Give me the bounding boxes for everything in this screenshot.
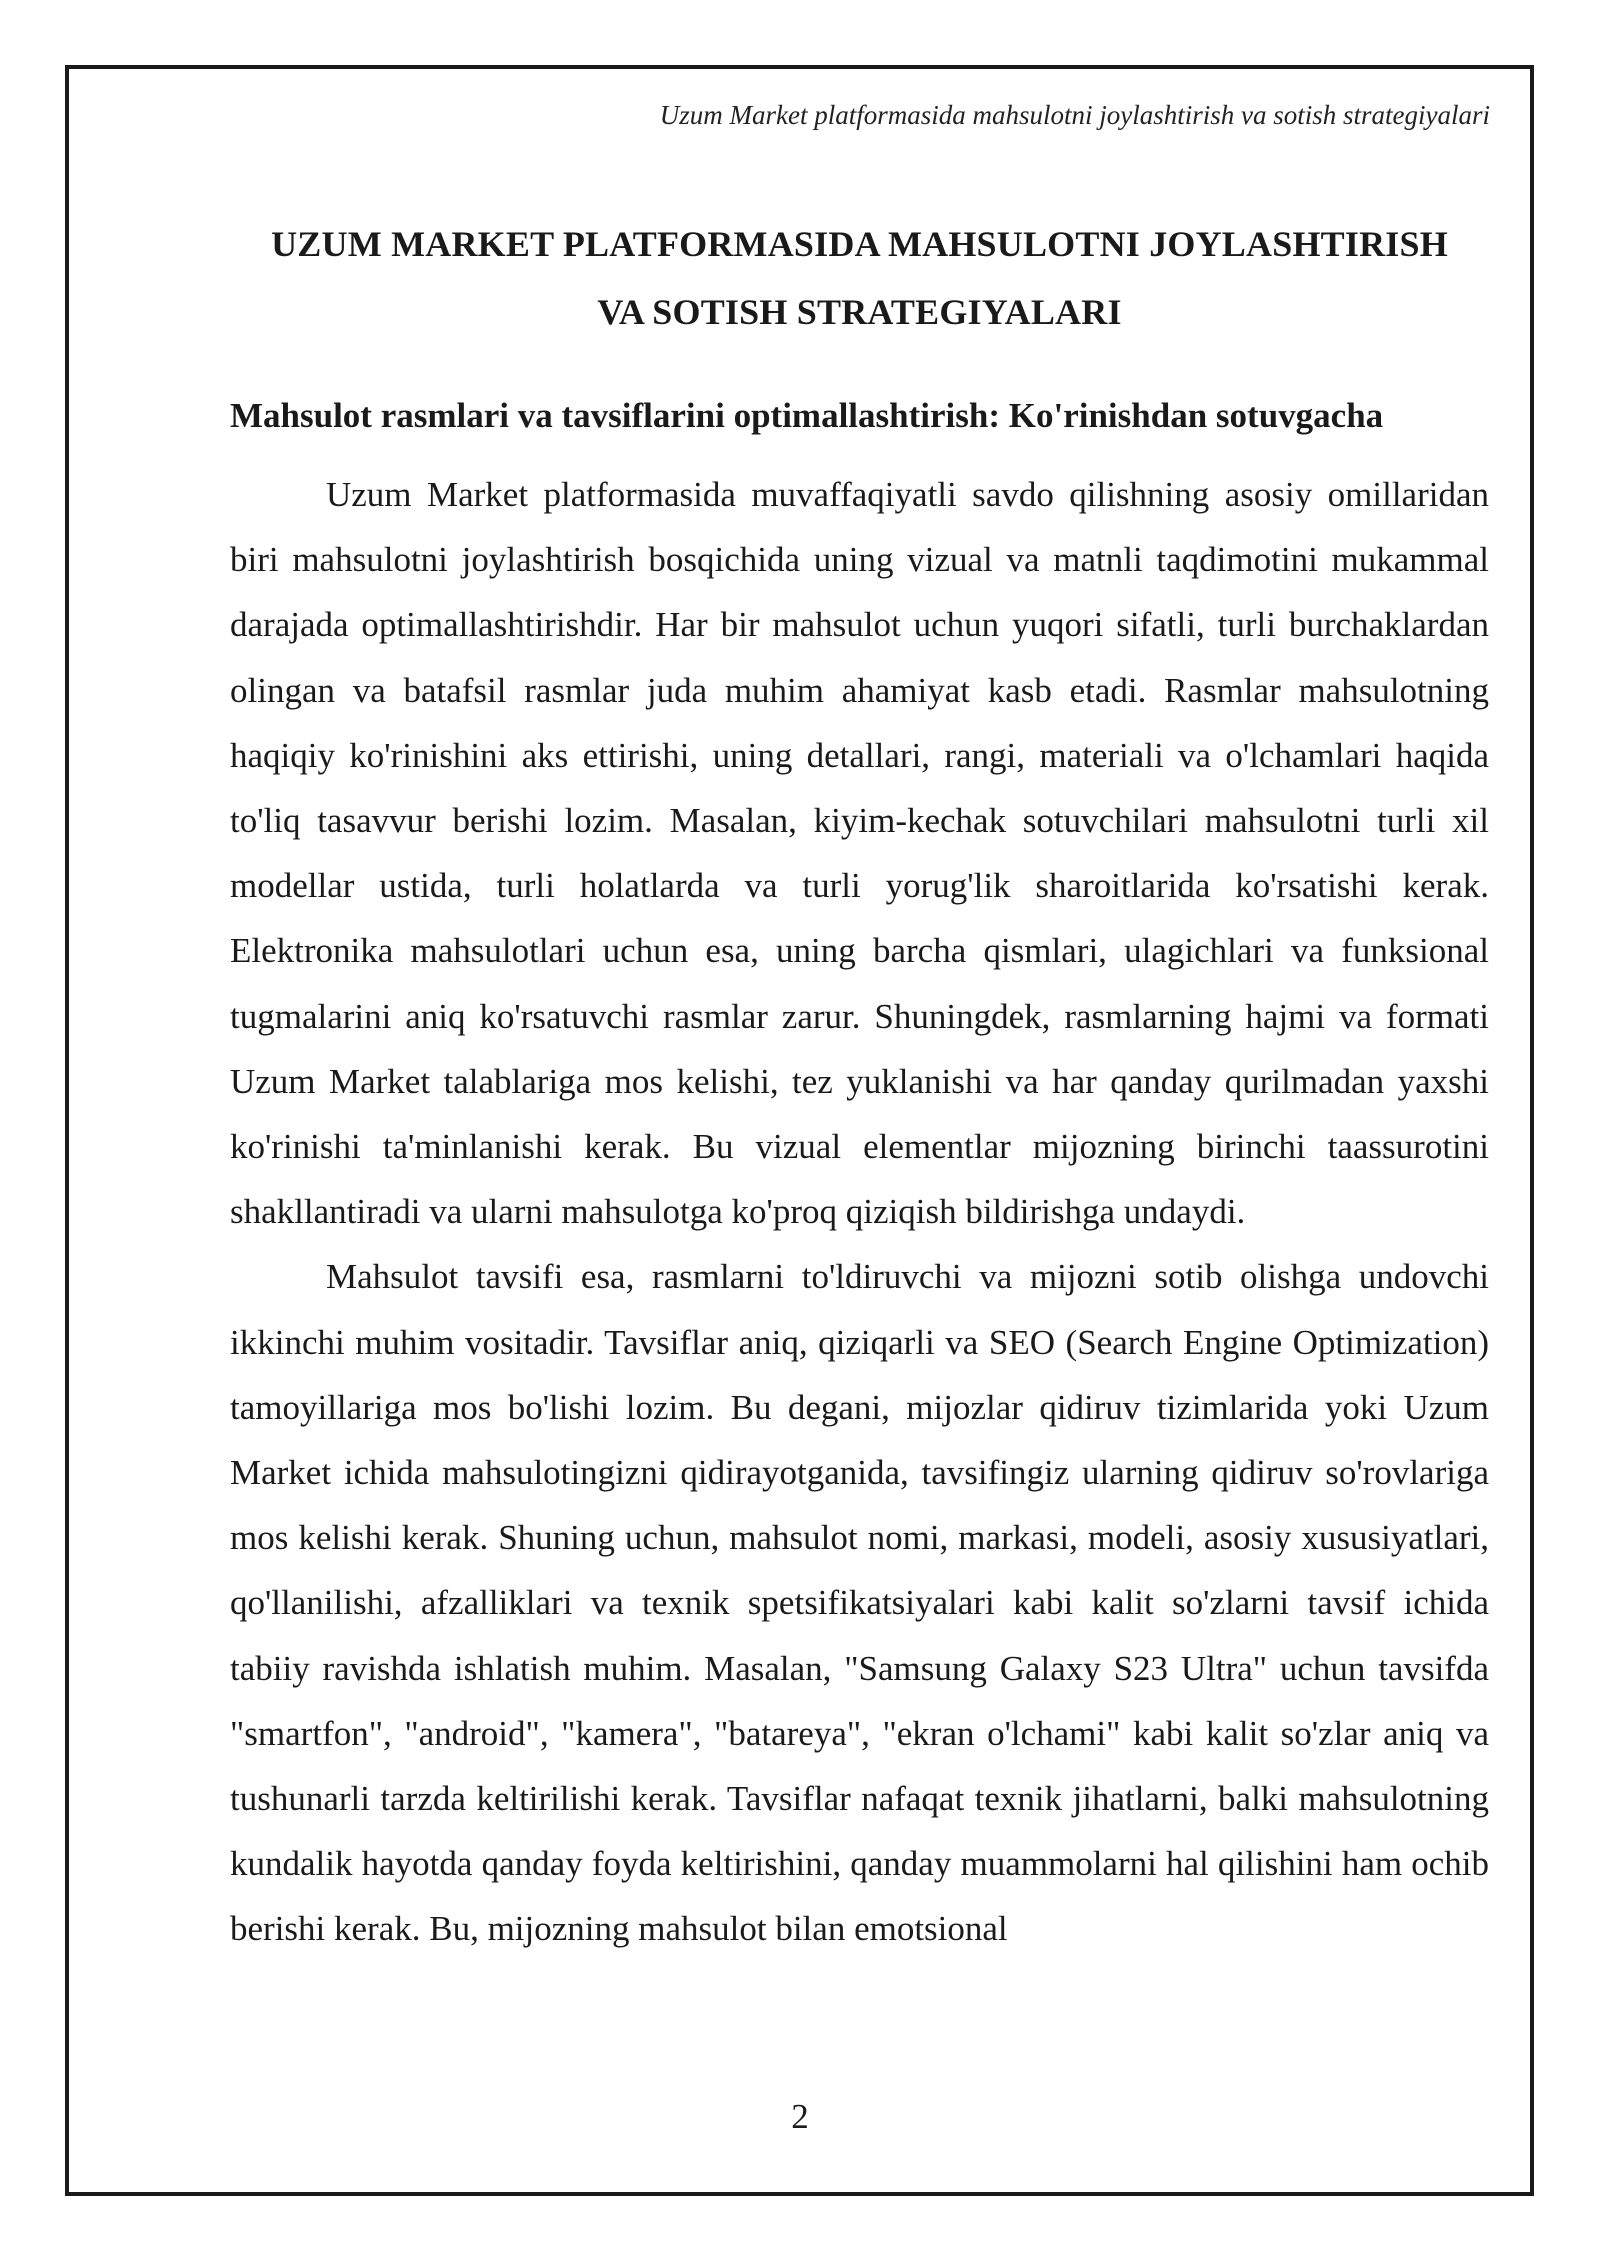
page-number: 2 — [791, 2097, 809, 2136]
document-title — [230, 210, 1489, 346]
page-content — [230, 210, 1489, 1962]
body-paragraph-2: Mahsulot tavsifi esa, rasmlarni to'ldiruvchi va mijozni sotib olishga undovchi ikkinchi muhim vositadir. Tavsiflar aniq, qiziqarli va SEO (Search Engine Optimization) tamoyillariga mos bo'lishi lozim. Bu degani, mijozlar qidiruv tizimlarida yoki Uzum Market ichida mahsulotingizni qidirayotganida, tavsifingiz ularning qidiruv so'rovlariga mos kelishi kerak. Shuning uchun, mahsulot nomi, markasi, modeli, asosiy xususiyatlari, qo'llanilishi, afzalliklari va texnik spetsifikatsiyalari kabi kalit so'zlarni tavsif ichida tabiiy ravishda ishlatish muhim. Masalan, "Samsung Galaxy S23 Ultra" uchun tavsifda "smartfon", "android", "kamera", "batareya", "ekran o'lchami" kabi kalit so'zlar aniq va tushunarli tarzda keltirilishi kerak. Tavsiflar nafaqat texnik jihatlarni, balki mahsulotning kundalik hayotda qanday foyda keltirishini, qanday muammolarni hal qilishini ham ochib berishi kerak. Bu, mijozning mahsulot bilan emotsional — [230, 1257, 1489, 1949]
running-header: Uzum Market platformasida mahsulotni joylashtirish va sotish strategiyalari — [659, 100, 1490, 130]
document-title-line-1: UZUM MARKET PLATFORMASIDA MAHSULOTNI JOYLASHTIRISH — [271, 224, 1448, 264]
section-heading: Mahsulot rasmlari va tavsiflarini optimallashtirish: Ko'rinishdan sotuvgacha — [230, 396, 1384, 435]
body-paragraph-1: Uzum Market platformasida muvaffaqiyatli savdo qilishning asosiy omillaridan biri mahsulotni joylashtirish bosqichida uning vizual va matnli taqdimotini mukammal darajada optimallashtirishdir. Har bir mahsulot uchun yuqori sifatli, turli burchaklardan olingan va batafsil rasmlar juda muhim ahamiyat kasb etadi. Rasmlar mahsulotning haqiqiy ko'rinishini aks ettirishi, uning detallari, rangi, materiali va o'lchamlari haqida to'liq tasavvur berishi lozim. Masalan, kiyim-kechak sotuvchilari mahsulotni turli xil modellar ustida, turli holatlarda va turli yorug'lik sharoitlarida ko'rsatishi kerak. Elektronika mahsulotlari uchun esa, uning barcha qismlari, ulagichlari va funksional tugmalarini aniq ko'rsatuvchi rasmlar zarur. Shuningdek, rasmlarning hajmi va formati Uzum Market talablariga mos kelishi, tez yuklanishi va har qanday qurilmadan yaxshi ko'rinishi ta'minlanishi kerak. Bu vizual elementlar mijozning birinchi taassurotini shakllantiradi va ularni mahsulotga ko'proq qiziqish bildirishga undaydi. — [230, 475, 1489, 1232]
document-title-line-2: VA SOTISH STRATEGIYALARI — [597, 292, 1122, 332]
